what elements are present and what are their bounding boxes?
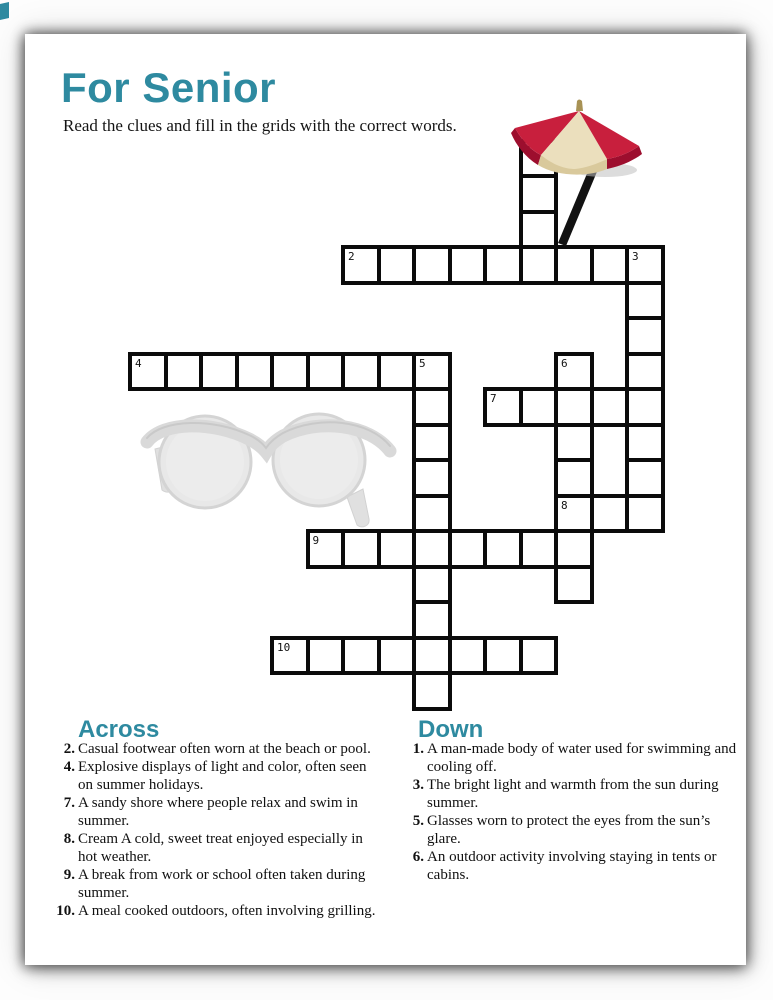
crossword-cell[interactable]	[412, 494, 452, 534]
crossword-cell[interactable]	[341, 245, 381, 285]
crossword-cell[interactable]	[590, 387, 630, 427]
crossword-cell[interactable]	[164, 352, 204, 392]
crossword-cell[interactable]	[554, 387, 594, 427]
crossword-cell[interactable]	[412, 458, 452, 498]
crossword-cell[interactable]	[625, 387, 665, 427]
crossword-cell[interactable]	[270, 636, 310, 676]
across-heading: Across	[78, 716, 160, 743]
crossword-cell[interactable]	[341, 636, 381, 676]
clue-text: A man-made body of water used for swimming and cooling off.	[427, 741, 737, 775]
crossword-cell[interactable]	[483, 387, 523, 427]
crossword-cell[interactable]	[554, 423, 594, 463]
crossword-cell[interactable]	[554, 529, 594, 569]
down-heading: Down	[418, 716, 484, 743]
clue-number: 5.	[412, 813, 424, 829]
crossword-cell[interactable]	[306, 636, 346, 676]
beach-umbrella-icon	[505, 97, 650, 257]
cell-number: 6	[561, 356, 568, 370]
corner-accent	[0, 2, 9, 20]
crossword-cell[interactable]	[412, 671, 452, 711]
clue-number: 8.	[63, 831, 75, 847]
crossword-cell[interactable]	[341, 352, 381, 392]
crossword-cell[interactable]	[448, 529, 488, 569]
cell-number: 10	[277, 640, 291, 654]
cell-number: 7	[490, 392, 497, 405]
across-clues-list	[51, 740, 396, 920]
crossword-cell[interactable]	[412, 245, 452, 285]
clue-text: A meal cooked outdoors, often involving grilling.	[78, 903, 376, 919]
crossword-cell[interactable]	[448, 636, 488, 676]
clue-number: 9.	[63, 867, 75, 883]
crossword-cell[interactable]	[412, 387, 452, 427]
clue-number: 2.	[63, 741, 75, 757]
clue-number: 1.	[412, 741, 424, 757]
clue-item	[51, 830, 396, 866]
crossword-cell[interactable]	[306, 352, 346, 392]
crossword-cell[interactable]	[412, 600, 452, 640]
crossword-cell[interactable]	[306, 529, 346, 569]
instructions-text: Read the clues and fill in the grids with the correct words.	[63, 116, 457, 135]
clue-number: 3.	[412, 777, 424, 793]
crossword-cell[interactable]	[554, 565, 594, 605]
clue-text: Glasses worn to protect the eyes from the sun’s glare.	[427, 813, 711, 847]
cell-number: 4	[135, 356, 142, 370]
clue-item	[400, 812, 745, 848]
worksheet-page	[25, 34, 746, 965]
clue-item	[51, 866, 396, 902]
crossword-cell[interactable]	[377, 636, 417, 676]
clue-text: A sandy shore where people relax and swim in summer.	[78, 795, 358, 829]
clue-item	[51, 758, 396, 794]
clue-item	[51, 902, 396, 920]
crossword-cell[interactable]	[483, 529, 523, 569]
crossword-cell[interactable]	[590, 494, 630, 534]
crossword-cell[interactable]	[377, 352, 417, 392]
clue-text: A break from work or school often taken during summer.	[78, 867, 366, 901]
crossword-cell[interactable]	[625, 281, 665, 321]
crossword-cell[interactable]	[519, 387, 559, 427]
cell-number: 2	[348, 250, 355, 263]
page-title: For Senior	[61, 64, 277, 111]
clue-item	[51, 740, 396, 758]
clue-number: 4.	[63, 759, 75, 775]
crossword-cell[interactable]	[128, 352, 168, 392]
cell-number: 8	[561, 498, 568, 512]
crossword-cell[interactable]	[448, 245, 488, 285]
crossword-cell[interactable]	[554, 352, 594, 392]
crossword-cell[interactable]	[377, 529, 417, 569]
down-clues-list	[400, 740, 745, 884]
crossword-cell[interactable]	[519, 636, 559, 676]
clue-number: 10.	[56, 903, 75, 919]
crossword-cell[interactable]	[412, 565, 452, 605]
crossword-cell[interactable]	[625, 494, 665, 534]
clue-item	[400, 740, 745, 776]
crossword-cell[interactable]	[554, 494, 594, 534]
clue-item	[400, 848, 745, 884]
crossword-cell[interactable]	[625, 458, 665, 498]
clue-text: Casual footwear often worn at the beach or pool.	[78, 741, 371, 757]
crossword-cell[interactable]	[519, 529, 559, 569]
crossword-cell[interactable]	[412, 423, 452, 463]
clue-item	[51, 794, 396, 830]
crossword-cell[interactable]	[235, 352, 275, 392]
crossword-cell[interactable]	[483, 636, 523, 676]
crossword-cell[interactable]	[199, 352, 239, 392]
cell-number: 9	[312, 534, 320, 547]
clue-text: Explosive displays of light and color, often seen on summer holidays.	[78, 759, 367, 793]
crossword-cell[interactable]	[412, 352, 452, 392]
crossword-cell[interactable]	[412, 529, 452, 569]
crossword-cell[interactable]	[341, 529, 381, 569]
crossword-cell[interactable]	[554, 458, 594, 498]
crossword-cell[interactable]	[270, 352, 310, 392]
crossword-cell[interactable]	[625, 352, 665, 392]
crossword-cell[interactable]	[625, 423, 665, 463]
cell-number: 5	[419, 356, 426, 370]
clue-text: An outdoor activity involving staying in tents or cabins.	[427, 849, 717, 883]
clue-item	[400, 776, 745, 812]
clue-text: The bright light and warmth from the sun during summer.	[427, 777, 719, 811]
cell-number: 3	[632, 250, 639, 263]
clue-text: Cream A cold, sweet treat enjoyed especially in hot weather.	[78, 831, 363, 865]
clue-number: 7.	[63, 795, 75, 811]
crossword-cell[interactable]	[625, 316, 665, 356]
clue-number: 6.	[412, 849, 424, 865]
crossword-cell[interactable]	[412, 636, 452, 676]
crossword-cell[interactable]	[377, 245, 417, 285]
